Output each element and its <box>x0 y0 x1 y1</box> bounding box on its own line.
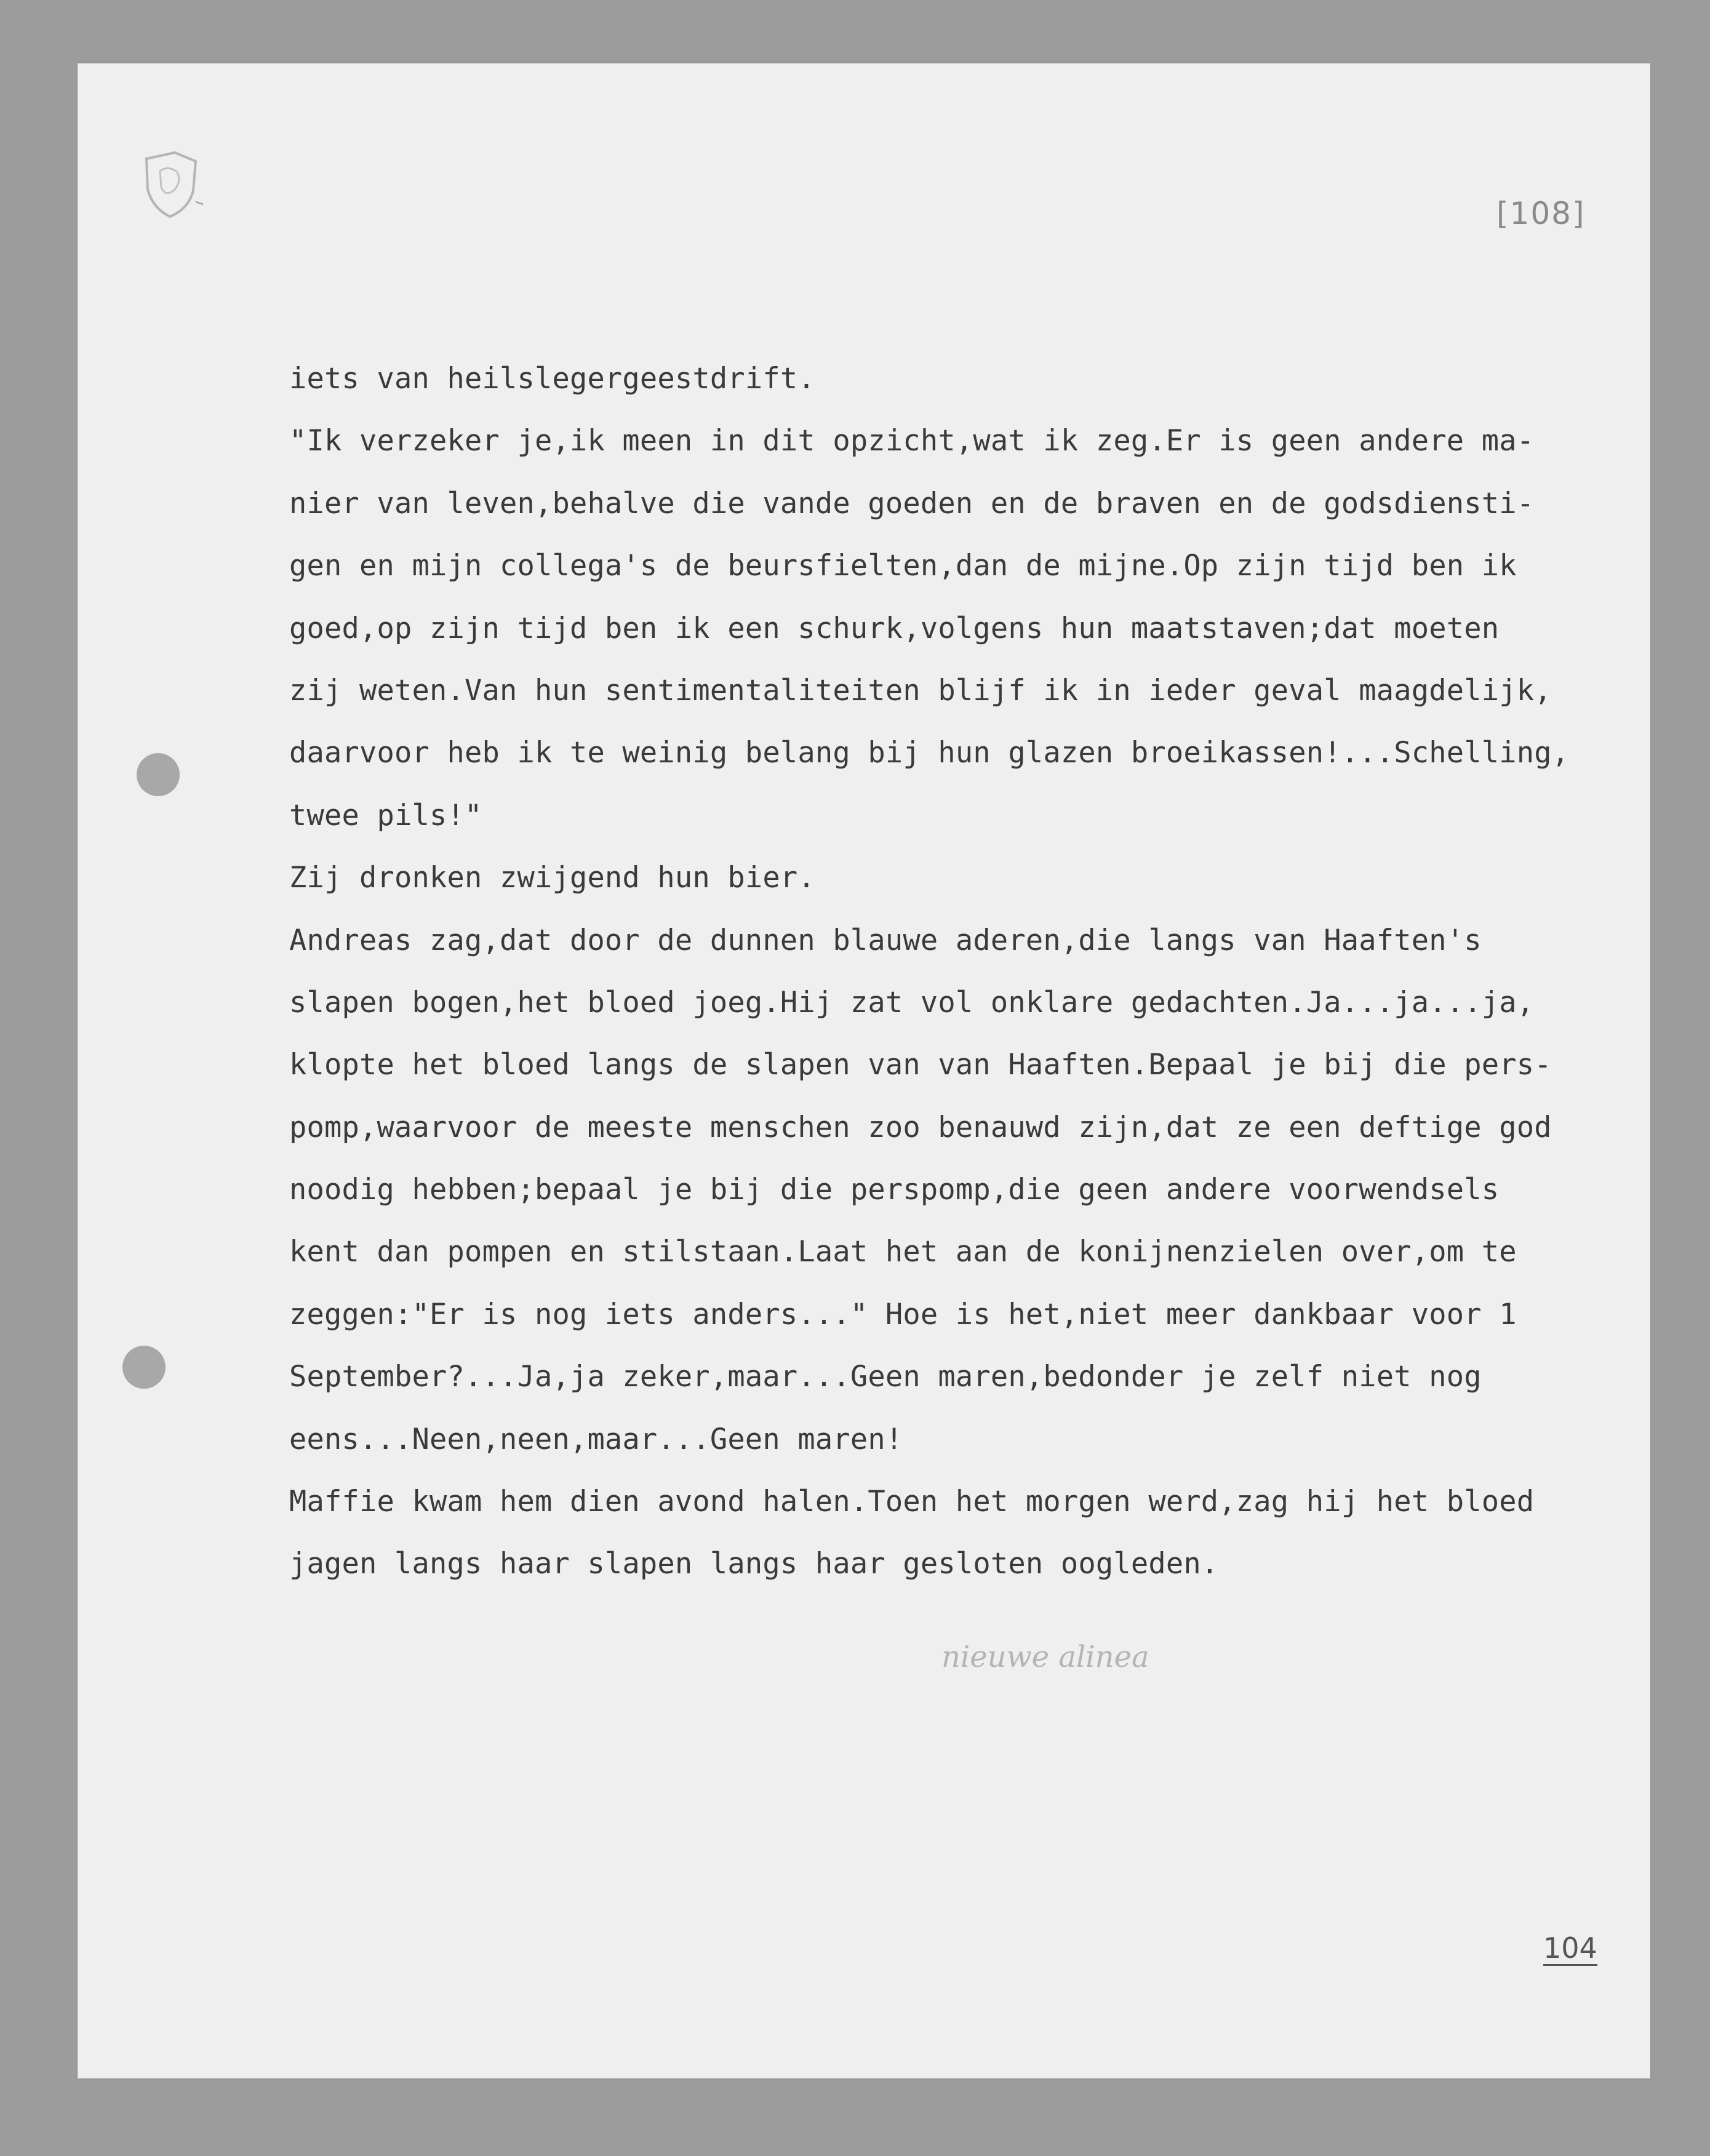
library-stamp-icon <box>139 148 207 222</box>
handwritten-note: nieuwe alinea <box>941 1640 1149 1674</box>
text-line: iets van heilslegergeestdrift. <box>289 362 815 396</box>
archive-number: [108] <box>1496 196 1586 231</box>
text-line: "Ik verzeker je,ik meen in dit opzicht,wat ik zeg.Er is geen andere ma- <box>289 424 1535 458</box>
text-line: nier van leven,behalve die vande goeden en de braven en de godsdiensti- <box>289 486 1535 521</box>
text-line: daarvoor heb ik te weinig belang bij hun glazen broeikassen!...Schelling, <box>289 736 1570 770</box>
text-line: klopte het bloed langs de slapen van van Haaften.Bepaal je bij die pers- <box>289 1048 1552 1082</box>
text-line: Andreas zag,dat door de dunnen blauwe aderen,die langs van Haaften's <box>289 923 1482 957</box>
text-line: eens...Neen,neen,maar...Geen maren! <box>289 1422 903 1456</box>
text-line: Maffie kwam hem dien avond halen.Toen het morgen werd,zag hij het bloed <box>289 1485 1535 1519</box>
text-line: Zij dronken zwijgend hun bier. <box>289 861 815 895</box>
text-line: zeggen:"Er is nog iets anders..." Hoe is het,niet meer dankbaar voor 1 <box>289 1297 1517 1332</box>
page-number: 104 <box>1543 1931 1597 1965</box>
text-line: slapen bogen,het bloed joeg.Hij zat vol onklare gedachten.Ja...ja...ja, <box>289 985 1535 1020</box>
text-line: gen en mijn collega's de beursfielten,dan de mijne.Op zijn tijd ben ik <box>289 549 1517 583</box>
text-line: twee pils!" <box>289 798 482 832</box>
punch-hole <box>137 753 180 796</box>
text-line: September?...Ja,ja zeker,maar...Geen maren,bedonder je zelf niet nog <box>289 1360 1482 1394</box>
punch-hole <box>122 1346 166 1389</box>
text-line: kent dan pompen en stilstaan.Laat het aan de konijnenzielen over,om te <box>289 1235 1517 1269</box>
text-line: noodig hebben;bepaal je bij die perspomp,die geen andere voorwendsels <box>289 1173 1500 1207</box>
text-line: jagen langs haar slapen langs haar gesloten oogleden. <box>289 1547 1219 1581</box>
text-line: goed,op zijn tijd ben ik een schurk,volgens hun maatstaven;dat moeten <box>289 611 1500 645</box>
text-line: zij weten.Van hun sentimentaliteiten blijf ik in ieder geval maagdelijk, <box>289 673 1552 708</box>
text-line: pomp,waarvoor de meeste menschen zoo benauwd zijn,dat ze een deftige god <box>289 1110 1552 1144</box>
typewritten-text <box>289 348 1643 1595</box>
